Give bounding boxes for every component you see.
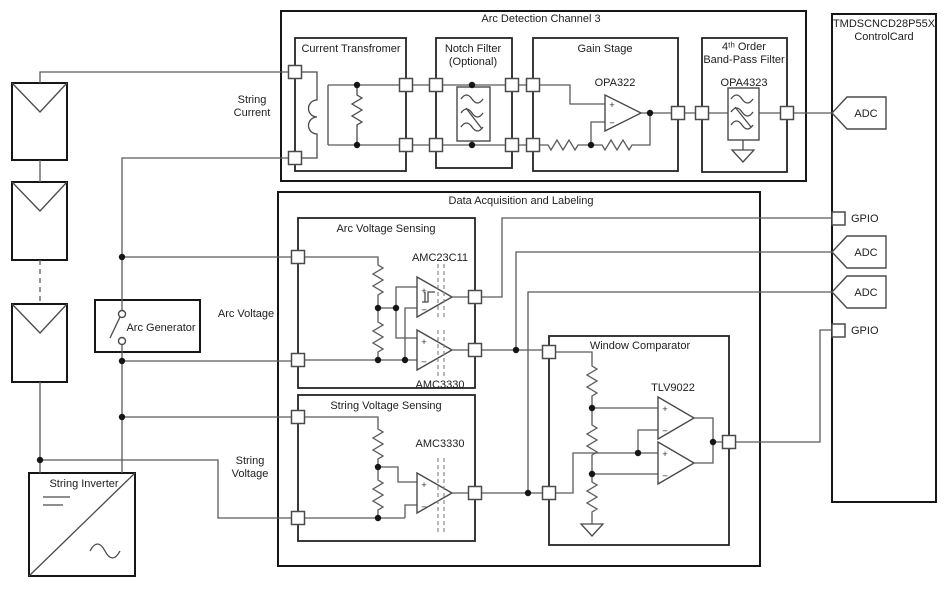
junction-dot <box>635 450 641 456</box>
gpio-port-shape <box>832 212 845 225</box>
opa322-plus-pin: + <box>609 100 615 111</box>
junction-dot <box>375 464 381 470</box>
port <box>543 487 556 500</box>
opa322-minus-pin: − <box>609 118 615 129</box>
junction-dot <box>37 457 43 463</box>
junction-dot <box>375 357 381 363</box>
junction-dot <box>375 515 381 521</box>
string-inverter-title: String Inverter <box>49 478 119 490</box>
arc-voltage-sensing-title: Arc Voltage Sensing <box>336 223 436 235</box>
junction-dot <box>710 439 716 445</box>
port <box>289 66 302 79</box>
bandpass-title-line1: 4ᵗʰ Order <box>722 41 766 53</box>
adc1-label: ADC <box>854 108 878 120</box>
junction-dot <box>469 142 475 148</box>
port <box>672 107 685 120</box>
amc3330-arc-minus-pin: − <box>421 357 427 368</box>
junction-dot <box>513 347 519 353</box>
wire-string-current-top <box>40 72 295 83</box>
port <box>292 411 305 424</box>
port <box>430 79 443 92</box>
amc3330-arc-label: AMC3330 <box>415 379 465 391</box>
current-transformer-title: Current Transfromer <box>301 43 401 55</box>
port <box>430 139 443 152</box>
port <box>506 79 519 92</box>
port <box>723 436 736 449</box>
junction-dot <box>402 357 408 363</box>
bandpass-title-line2: Band-Pass Filter <box>703 54 785 66</box>
tlv9022-upper-minus-pin: − <box>662 426 668 437</box>
gpio2-label: GPIO <box>851 325 879 337</box>
string-voltage-label-line2: Voltage <box>231 468 269 480</box>
string-voltage-label-line1: String <box>235 455 265 467</box>
amc23c11-plus-pin: + <box>421 286 427 297</box>
port <box>469 344 482 357</box>
notch-filter-subtitle: (Optional) <box>448 56 498 68</box>
arc-detection-title: Arc Detection Channel 3 <box>481 13 601 25</box>
tlv9022-upper-plus-pin: + <box>662 404 668 415</box>
switch-contact-icon <box>119 338 126 345</box>
arc-voltage-label: Arc Voltage <box>217 308 275 320</box>
junction-dot <box>354 142 360 148</box>
amc3330-arc-plus-pin: + <box>421 337 427 348</box>
port <box>696 107 709 120</box>
junction-dot <box>525 490 531 496</box>
port <box>292 251 305 264</box>
string-current-label-line2: Current <box>233 107 271 119</box>
port <box>469 291 482 304</box>
junction-dot <box>393 305 399 311</box>
gpio1-label: GPIO <box>851 213 879 225</box>
port <box>527 139 540 152</box>
port <box>292 354 305 367</box>
string-voltage-sensing-title: String Voltage Sensing <box>330 400 442 412</box>
controlcard-title-line1: TMDSCNCD28P55X <box>832 18 936 30</box>
junction-dot <box>469 82 475 88</box>
port <box>781 107 794 120</box>
port <box>400 139 413 152</box>
switch-contact-icon <box>119 311 126 318</box>
port <box>400 79 413 92</box>
junction-dot <box>354 82 360 88</box>
adc3-label: ADC <box>854 287 878 299</box>
port <box>506 139 519 152</box>
amc23c11-label: AMC23C11 <box>411 252 469 264</box>
port <box>289 152 302 165</box>
junction-dot <box>589 405 595 411</box>
junction-dot <box>119 254 125 260</box>
port <box>527 79 540 92</box>
pv-panel-1 <box>12 83 67 160</box>
window-comparator-box <box>549 336 729 545</box>
junction-dot <box>375 305 381 311</box>
arc-voltage-sensing-box <box>298 218 475 388</box>
port <box>469 487 482 500</box>
notch-filter-title: Notch Filter <box>444 43 502 55</box>
current-transformer-box <box>295 38 406 171</box>
adc2-label: ADC <box>854 247 878 259</box>
junction-dot <box>647 110 653 116</box>
gpio-port-shape <box>832 324 845 337</box>
tlv9022-lower-minus-pin: − <box>662 471 668 482</box>
amc3330-string-minus-pin: − <box>421 502 427 513</box>
pv-panel-3 <box>12 304 67 382</box>
amc23c11-minus-pin: − <box>421 305 427 316</box>
junction-dot <box>588 142 594 148</box>
opa322-label: OPA322 <box>594 77 636 89</box>
port <box>543 346 556 359</box>
port <box>292 512 305 525</box>
tlv9022-lower-plus-pin: + <box>662 449 668 460</box>
junction-dot <box>119 414 125 420</box>
wire-string-current-return <box>122 158 295 311</box>
tlv9022-label: TLV9022 <box>651 382 695 394</box>
data-acquisition-title: Data Acquisition and Labeling <box>448 195 594 207</box>
opa4323-label: OPA4323 <box>720 77 768 89</box>
amc3330-string-label: AMC3330 <box>415 438 465 450</box>
controlcard-title-line2: ControlCard <box>854 31 914 43</box>
arc-generator-title: Arc Generator <box>126 322 196 334</box>
string-current-label-line1: String <box>237 94 267 106</box>
window-comparator-title: Window Comparator <box>589 340 691 352</box>
pv-panel-2 <box>12 182 67 260</box>
junction-dot <box>119 358 125 364</box>
junction-dot <box>589 471 595 477</box>
amc3330-string-plus-pin: + <box>421 480 427 491</box>
gain-stage-title: Gain Stage <box>577 43 633 55</box>
